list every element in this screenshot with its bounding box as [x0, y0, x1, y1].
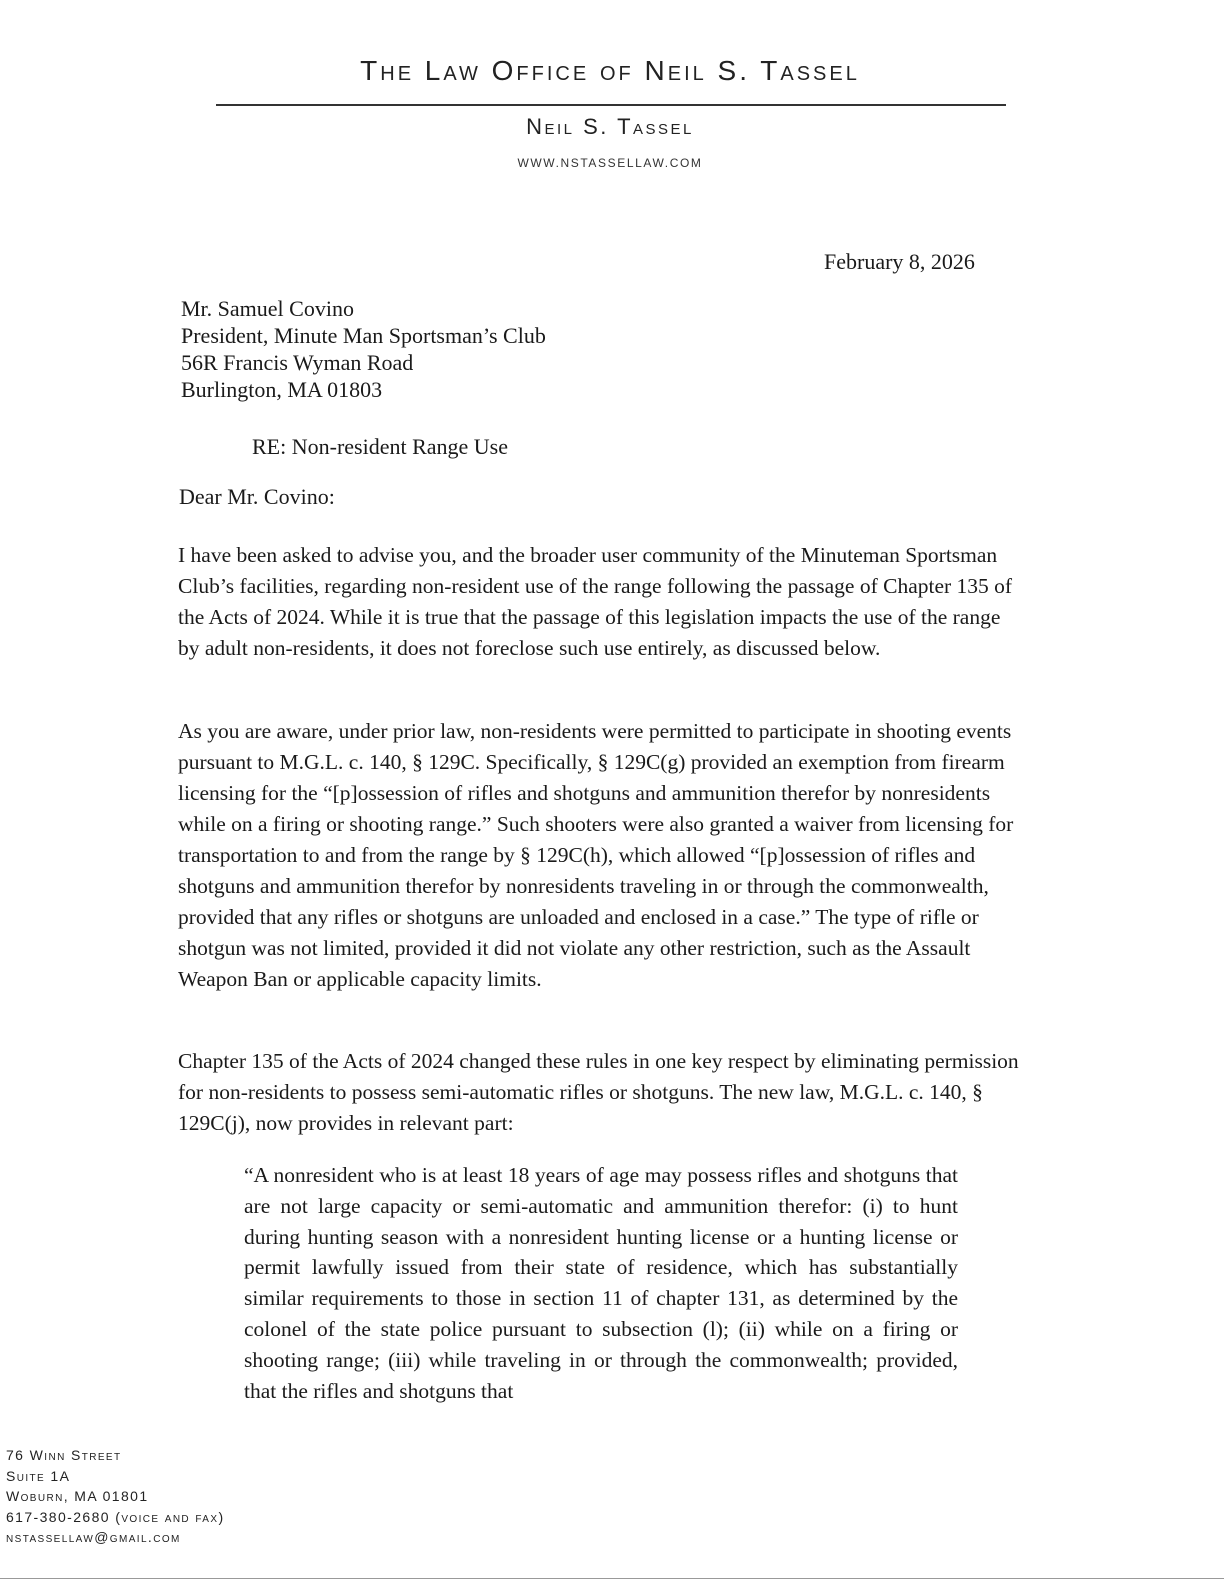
letterhead-divider — [216, 104, 1006, 106]
salutation: Dear Mr. Covino: — [179, 484, 335, 509]
body-paragraph-3: Chapter 135 of the Acts of 2024 changed these rules in one key respect by eliminating permission for non-residents to possess semi-automatic rifles or shotguns. The new law, M.G.L. c. 140, § 129C(j), now provides in relevant part: — [178, 1049, 1019, 1135]
statute-quote: “A nonresident who is at least 18 years of age may possess rifles and shotguns that are not large capacity or semi-automatic and ammunition therefor: (i) to hunt during hunting season with a nonresident hunting license or a hunting license or permit lawfully issued from their state of residence, which has substantially similar requirements to those in section 11 of chapter 131, as determined by the colonel of the state police pursuant to subsection (l); (ii) while on a firing or shooting range; (iii) while traveling in or through the commonwealth; provided, that the rifles and shotguns that — [244, 1163, 958, 1403]
recipient-street: 56R Francis Wyman Road — [181, 350, 414, 375]
recipient-title: President, Minute Man Sportsman’s Club — [181, 323, 546, 348]
re-line: RE: Non-resident Range Use — [252, 434, 508, 459]
footer-suite: Suite 1A — [6, 1467, 71, 1484]
firm-website: WWW.NSTASSELLAW.COM — [517, 156, 703, 170]
body-paragraph-2: As you are aware, under prior law, non-residents were permitted to participate in shooting events pursuant to M.G.L. c. 140, § 129C. Specifically, § 129C(g) provided an exemption from firearm licensing for the “[p]ossession of rifles and shotguns and ammunition therefor by nonresidents while on a firing or shooting range.” Such shooters were also granted a waiver from licensing for transportation to and from the range by § 129C(h), which allowed “[p]ossession of rifles and shotguns and ammunition therefor by nonresidents traveling in or through the commonwealth, provided that any rifles or shotguns are unloaded and enclosed in a case.” The type of rifle or shotgun was not limited, provided it did not violate any other restriction, such as the Assault Weapon Ban or applicable capacity limits. — [178, 719, 1014, 991]
firm-contact-footer — [6, 1445, 225, 1548]
footer-phone: 617-380-2680 (voice and fax) — [6, 1508, 225, 1525]
attorney-name: Neil S. Tassel — [526, 114, 694, 139]
body-paragraph-1: I have been asked to advise you, and the broader user community of the Minuteman Sportsman Club’s facilities, regarding non-resident use of the range following the passage of Chapter 135 of the Acts of 2024. While it is true that the passage of this legislation impacts the use of the range by adult non-residents, it does not foreclose such use entirely, as discussed below. — [178, 543, 1013, 660]
letter-date: February 8, 2026 — [824, 249, 975, 274]
page-bottom-edge — [0, 1578, 1224, 1579]
firm-name: The Law Office of Neil S. Tassel — [360, 55, 860, 86]
footer-email: nstassellaw@gmail.com — [6, 1529, 181, 1545]
recipient-address — [181, 295, 546, 403]
footer-city: Woburn, MA 01801 — [6, 1488, 149, 1504]
recipient-name: Mr. Samuel Covino — [181, 296, 354, 321]
recipient-city: Burlington, MA 01803 — [181, 377, 383, 402]
footer-street: 76 Winn Street — [6, 1447, 122, 1463]
